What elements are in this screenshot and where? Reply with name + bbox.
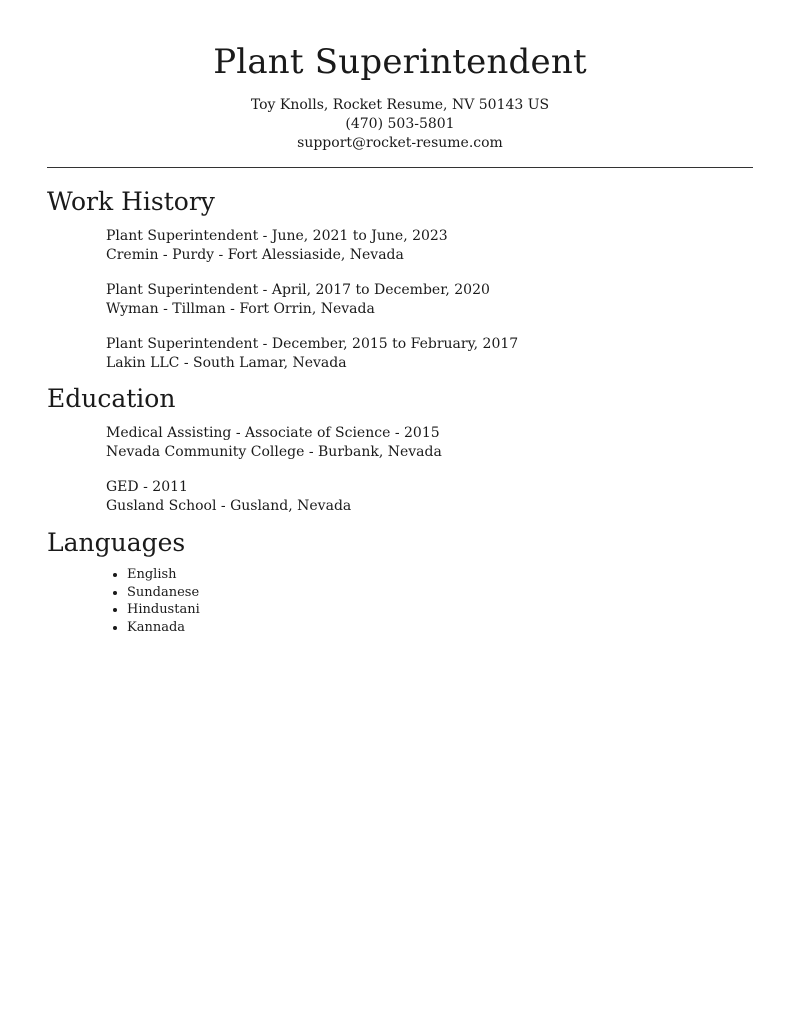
work-employer: Wyman - Tillman bbox=[106, 301, 226, 317]
education-entry bbox=[106, 478, 351, 516]
work-entry-title-line: Plant Superintendent - April, 2017 to December, 2020 bbox=[106, 282, 490, 298]
work-position: Plant Superintendent bbox=[106, 228, 259, 244]
work-entry-title-line: Plant Superintendent - June, 2021 to June, 2023 bbox=[106, 228, 448, 244]
work-position: Plant Superintendent bbox=[106, 282, 259, 298]
contact-phone: (470) 503-5801 bbox=[345, 116, 455, 132]
education-location: Gusland, Nevada bbox=[230, 498, 352, 514]
work-location: Fort Orrin, Nevada bbox=[239, 301, 375, 317]
resume-header bbox=[0, 0, 800, 153]
education-school: Nevada Community College bbox=[106, 444, 305, 460]
languages-title: Languages bbox=[47, 528, 186, 557]
work-entry bbox=[106, 335, 518, 373]
work-entry-employer-line: Wyman - Tillman - Fort Orrin, Nevada bbox=[106, 301, 375, 317]
work-employer: Cremin - Purdy bbox=[106, 247, 215, 263]
education-title: Education bbox=[47, 384, 176, 413]
contact-address: Toy Knolls, Rocket Resume, NV 50143 US bbox=[250, 97, 550, 113]
languages-list bbox=[106, 566, 200, 636]
work-entry-employer-line: Lakin LLC - South Lamar, Nevada bbox=[106, 355, 347, 371]
work-history-title: Work History bbox=[47, 187, 215, 216]
work-position: Plant Superintendent bbox=[106, 336, 259, 352]
header-divider bbox=[47, 167, 753, 168]
education-degree-line: Medical Assisting - Associate of Science - 2015 bbox=[106, 425, 440, 441]
work-dates: April, 2017 to December, 2020 bbox=[271, 282, 490, 298]
education-year: 2011 bbox=[152, 479, 188, 495]
language-item: • Sundanese bbox=[127, 584, 200, 602]
education-school-line: Gusland School - Gusland, Nevada bbox=[106, 498, 352, 514]
education-school: Gusland School bbox=[106, 498, 217, 514]
work-location: South Lamar, Nevada bbox=[193, 355, 347, 371]
education-year: 2015 bbox=[404, 425, 440, 441]
language-item: • Hindustani bbox=[127, 601, 200, 619]
work-entry-employer-line: Cremin - Purdy - Fort Alessiaside, Nevada bbox=[106, 247, 404, 263]
work-entry bbox=[106, 227, 448, 265]
work-entry bbox=[106, 281, 490, 319]
language-item: • English bbox=[127, 566, 200, 584]
language-item: • Kannada bbox=[127, 619, 200, 637]
work-location: Fort Alessiaside, Nevada bbox=[227, 247, 404, 263]
education-school-line: Nevada Community College - Burbank, Nevada bbox=[106, 444, 442, 460]
work-dates: June, 2021 to June, 2023 bbox=[271, 228, 448, 244]
work-dates: December, 2015 to February, 2017 bbox=[271, 336, 519, 352]
education-degree: GED bbox=[106, 479, 139, 495]
education-entry bbox=[106, 424, 442, 462]
work-employer: Lakin LLC bbox=[106, 355, 180, 371]
education-location: Burbank, Nevada bbox=[318, 444, 442, 460]
work-entry-title-line: Plant Superintendent - December, 2015 to February, 2017 bbox=[106, 336, 519, 352]
contact-email: support@rocket-resume.com bbox=[297, 135, 503, 151]
education-degree: Medical Assisting - Associate of Science bbox=[106, 425, 391, 441]
resume-name: Plant Superintendent bbox=[213, 42, 587, 82]
education-degree-line: GED - 2011 bbox=[106, 479, 188, 495]
